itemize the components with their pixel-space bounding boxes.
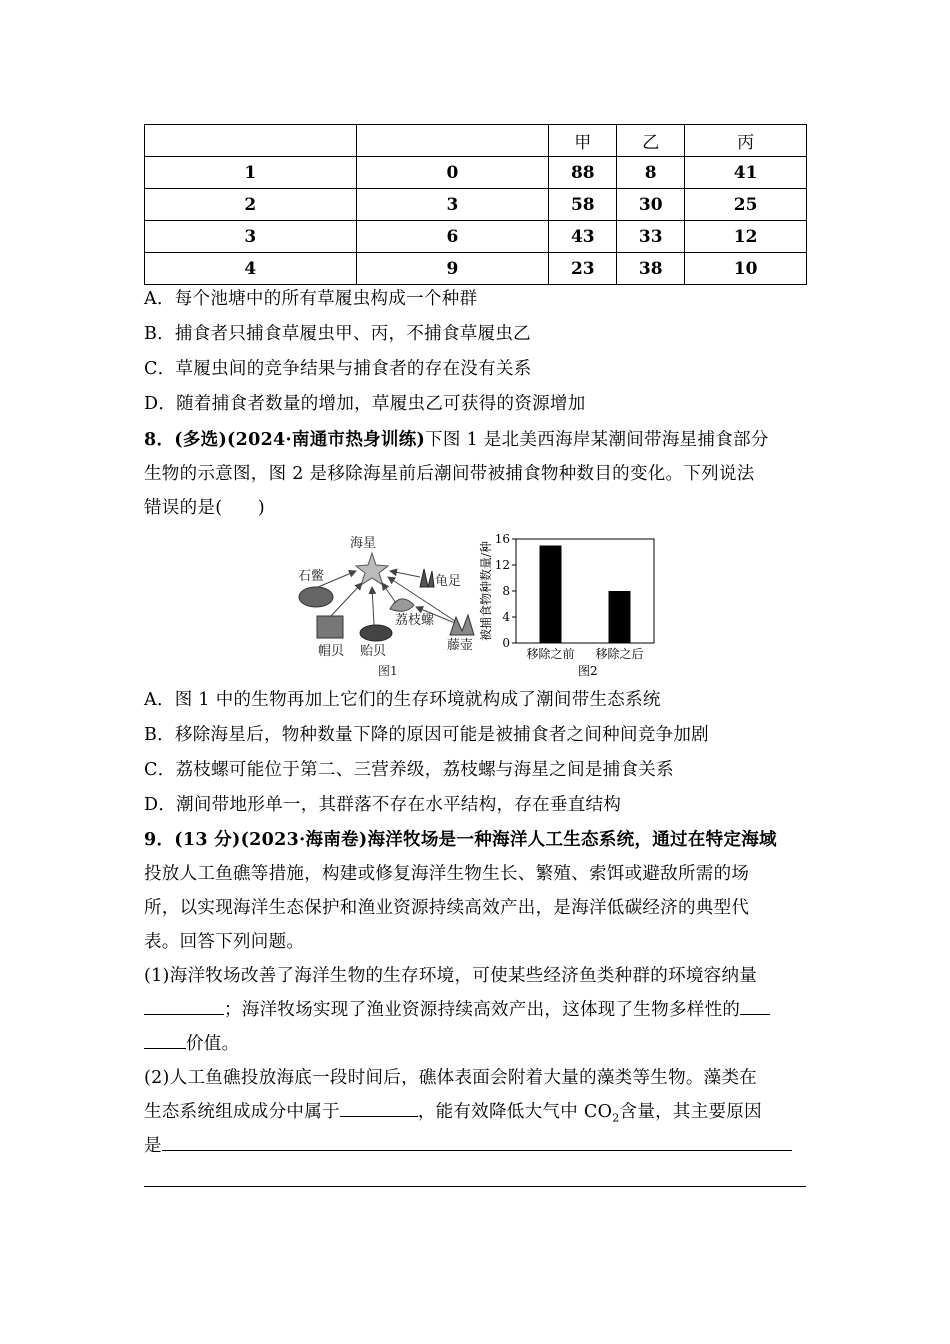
table-cell: 3	[145, 221, 357, 253]
q8-source: 8．(多选)(2024·南通市热身训练)	[144, 430, 426, 450]
label-whelk: 荔枝螺	[395, 613, 435, 628]
q9-stem-line2: 投放人工鱼礁等措施，构建或修复海洋生物生长、繁殖、索饵或避敌所需的场	[144, 864, 750, 884]
q9-part1-line3	[144, 1034, 239, 1054]
table-cell: 6	[356, 221, 549, 253]
table-row	[145, 253, 807, 285]
food-web-diagram	[298, 536, 474, 678]
table-cell: 12	[685, 221, 807, 253]
whelk-icon	[390, 599, 414, 611]
chart-title: 图2	[578, 664, 598, 678]
answer-blank[interactable]	[340, 1116, 418, 1117]
q9-stem-line3: 所，以实现海洋生态保护和渔业资源持续高效产出，是海洋低碳经济的典型代	[144, 898, 750, 918]
table-cell: 38	[617, 253, 685, 285]
table-header-cell: 甲	[549, 125, 617, 157]
y-tick-label: 16	[494, 532, 510, 546]
table-header-row	[145, 125, 807, 157]
table-row	[145, 189, 807, 221]
answer-blank[interactable]	[144, 1048, 186, 1049]
table-header-cell	[356, 125, 549, 157]
table-cell: 10	[685, 253, 807, 285]
table-cell: 0	[356, 157, 549, 189]
q9-part2-text: 是	[144, 1136, 162, 1156]
label-barnacle: 龟足	[435, 574, 462, 589]
y-tick-label: 4	[502, 610, 510, 624]
y-axis-ticks	[495, 532, 516, 650]
table-cell: 41	[685, 157, 807, 189]
q8-option-a: A．图 1 中的生物再加上它们的生存环境就构成了潮间带生态系统	[144, 690, 661, 710]
q9-part2-line3	[144, 1136, 792, 1156]
label-acorn-barnacle: 藤壶	[447, 638, 474, 653]
bar-chart	[478, 532, 654, 678]
table-cell: 23	[549, 253, 617, 285]
q8-option-d: D．潮间带地形单一，其群落不存在水平结构，存在垂直结构	[144, 795, 622, 815]
table-header-cell: 乙	[617, 125, 685, 157]
chiton-icon	[299, 587, 333, 607]
mussel-icon	[360, 625, 392, 641]
table-cell: 88	[549, 157, 617, 189]
table-cell: 8	[617, 157, 685, 189]
label-mussel: 贻贝	[360, 644, 387, 659]
x-tick-label: 移除之后	[595, 647, 644, 661]
table-cell: 25	[685, 189, 807, 221]
q8-stem-text: 下图 1 是北美西海岸某潮间带海星捕食部分	[425, 430, 769, 450]
y-axis-label: 被捕食物种数量/种	[479, 540, 493, 642]
y-tick-label: 12	[494, 558, 510, 572]
q9-part2-line1: (2)人工鱼礁投放海底一段时间后，礁体表面会附着大量的藻类等生物。藻类在	[144, 1068, 758, 1088]
q9-stem-line4: 表。回答下列问题。	[144, 932, 305, 952]
data-table	[144, 124, 807, 285]
table-cell: 4	[145, 253, 357, 285]
q9-part2-line2	[144, 1102, 762, 1129]
q8-stem-line2: 生物的示意图，图 2 是移除海星前后潮间带被捕食物种数目的变化。下列说法	[144, 464, 755, 484]
table-row	[145, 157, 807, 189]
q9-part1-line2	[144, 1000, 770, 1020]
starfish-icon	[356, 553, 388, 585]
label-chiton: 石鳖	[298, 569, 325, 584]
gooseneck-barnacle-icon	[420, 569, 434, 587]
bar	[609, 591, 631, 643]
co2-subscript: 2	[612, 1111, 620, 1125]
q8-stem-line1	[144, 430, 769, 450]
q7-option-b: B．捕食者只捕食草履虫甲、丙，不捕食草履虫乙	[144, 324, 531, 344]
table-cell: 43	[549, 221, 617, 253]
y-tick-label: 8	[502, 584, 510, 598]
y-tick-label: 0	[502, 636, 510, 650]
answer-line[interactable]	[144, 1186, 806, 1187]
limpet-icon	[317, 616, 343, 638]
q9-part1-text: ；海洋牧场实现了渔业资源持续高效产出，这体现了生物多样性的	[224, 1000, 741, 1020]
answer-blank[interactable]	[162, 1150, 792, 1151]
table-cell: 30	[617, 189, 685, 221]
answer-blank[interactable]	[740, 1014, 770, 1015]
q9-part1-tail: 价值。	[186, 1034, 240, 1054]
barnacle-icon	[450, 615, 474, 635]
x-axis-labels	[526, 647, 643, 661]
x-tick-label: 移除之前	[526, 647, 575, 661]
q9-part2-text: ，能有效降低大气中 CO	[417, 1102, 613, 1122]
q8-stem-line3: 错误的是( )	[144, 498, 266, 518]
q7-option-a: A．每个池塘中的所有草履虫构成一个种群	[144, 289, 478, 309]
label-limpet: 帽贝	[318, 644, 345, 659]
q8-figure	[290, 525, 670, 685]
table-cell: 1	[145, 157, 357, 189]
q9-stem-line1: 9．(13 分)(2023·海南卷)海洋牧场是一种海洋人工生态系统，通过在特定海域	[144, 830, 777, 850]
table-cell: 9	[356, 253, 549, 285]
q7-option-c: C．草履虫间的竞争结果与捕食者的存在没有关系	[144, 359, 532, 379]
table-header-cell	[145, 125, 357, 157]
label-starfish: 海星	[350, 536, 377, 551]
q9-part1-line1: (1)海洋牧场改善了海洋生物的生存环境，可使某些经济鱼类种群的环境容纳量	[144, 966, 758, 986]
table-header-cell: 丙	[685, 125, 807, 157]
fig1-caption: 图1	[378, 664, 398, 678]
q7-option-d: D．随着捕食者数量的增加，草履虫乙可获得的资源增加	[144, 394, 586, 414]
answer-blank[interactable]	[144, 1014, 224, 1015]
q8-option-c: C．荔枝螺可能位于第二、三营养级，荔枝螺与海星之间是捕食关系	[144, 760, 674, 780]
q9-part2-text: 生态系统组成成分中属于	[144, 1102, 340, 1122]
table-cell: 33	[617, 221, 685, 253]
q8-option-b: B．移除海星后，物种数量下降的原因可能是被捕食者之间种间竞争加剧	[144, 725, 709, 745]
table-row	[145, 221, 807, 253]
q9-part2-text: 含量，其主要原因	[619, 1102, 762, 1122]
table-cell: 3	[356, 189, 549, 221]
bar	[540, 546, 562, 644]
table-cell: 2	[145, 189, 357, 221]
table-cell: 58	[549, 189, 617, 221]
chart-plot-frame	[516, 539, 654, 643]
